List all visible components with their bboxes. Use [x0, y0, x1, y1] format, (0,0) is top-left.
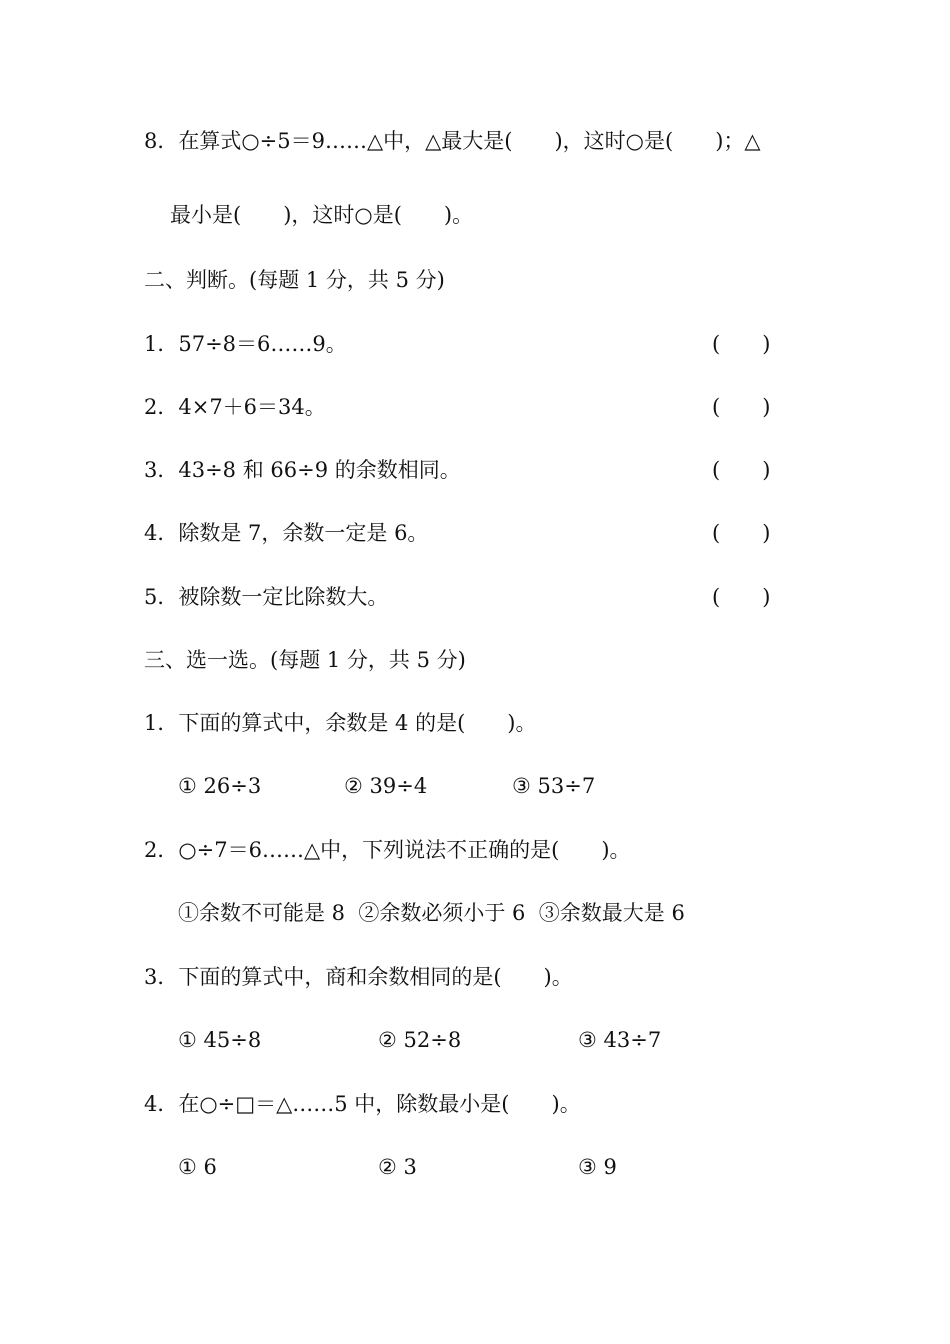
section2-heading: 二、判断。(每题 1 分，共 5 分) [144, 268, 445, 292]
choice-q1-option-1[interactable]: ① 26÷3 [178, 774, 262, 798]
judge-item-1: 1．57÷8＝6……9。 [144, 332, 347, 356]
choice-q1-option-2[interactable]: ② 39÷4 [344, 774, 428, 798]
judge-item-3: 3．43÷8 和 66÷9 的余数相同。 [144, 458, 461, 482]
choice-q4-option-1[interactable]: ① 6 [178, 1155, 217, 1179]
judge-item-5: 5．被除数一定比除数大。 [144, 585, 389, 609]
choice-q2: 2．○÷7＝6……△中，下列说法不正确的是( )。 [144, 838, 631, 862]
choice-q1-option-3[interactable]: ③ 53÷7 [512, 774, 596, 798]
choice-q4-option-2[interactable]: ② 3 [378, 1155, 417, 1179]
choice-q3-option-2[interactable]: ② 52÷8 [378, 1028, 462, 1052]
choice-q4-option-3[interactable]: ③ 9 [578, 1155, 617, 1179]
judge-item-2: 2．4×7＋6＝34。 [144, 395, 326, 419]
judge-answer-4[interactable]: ( ) [712, 521, 771, 545]
choice-q1: 1．下面的算式中，余数是 4 的是( )。 [144, 711, 537, 735]
choice-q3-option-1[interactable]: ① 45÷8 [178, 1028, 262, 1052]
choice-q4: 4．在○÷□＝△……5 中，除数最小是( )。 [144, 1092, 581, 1116]
judge-item-4: 4．除数是 7，余数一定是 6。 [144, 521, 429, 545]
choice-q3-option-3[interactable]: ③ 43÷7 [578, 1028, 662, 1052]
judge-answer-2[interactable]: ( ) [712, 395, 771, 419]
section3-heading: 三、选一选。(每题 1 分，共 5 分) [144, 648, 466, 672]
judge-answer-5[interactable]: ( ) [712, 585, 771, 609]
judge-answer-1[interactable]: ( ) [712, 332, 771, 356]
q8-line2: 最小是( )，这时○是( )。 [170, 203, 474, 227]
q8-line1: 8．在算式○÷5＝9……△中，△最大是( )，这时○是( )；△ [144, 129, 761, 153]
choice-q2-options[interactable]: ①余数不可能是 8 ②余数必须小于 6 ③余数最大是 6 [178, 901, 685, 925]
choice-q3: 3．下面的算式中，商和余数相同的是( )。 [144, 965, 573, 989]
judge-answer-3[interactable]: ( ) [712, 458, 771, 482]
